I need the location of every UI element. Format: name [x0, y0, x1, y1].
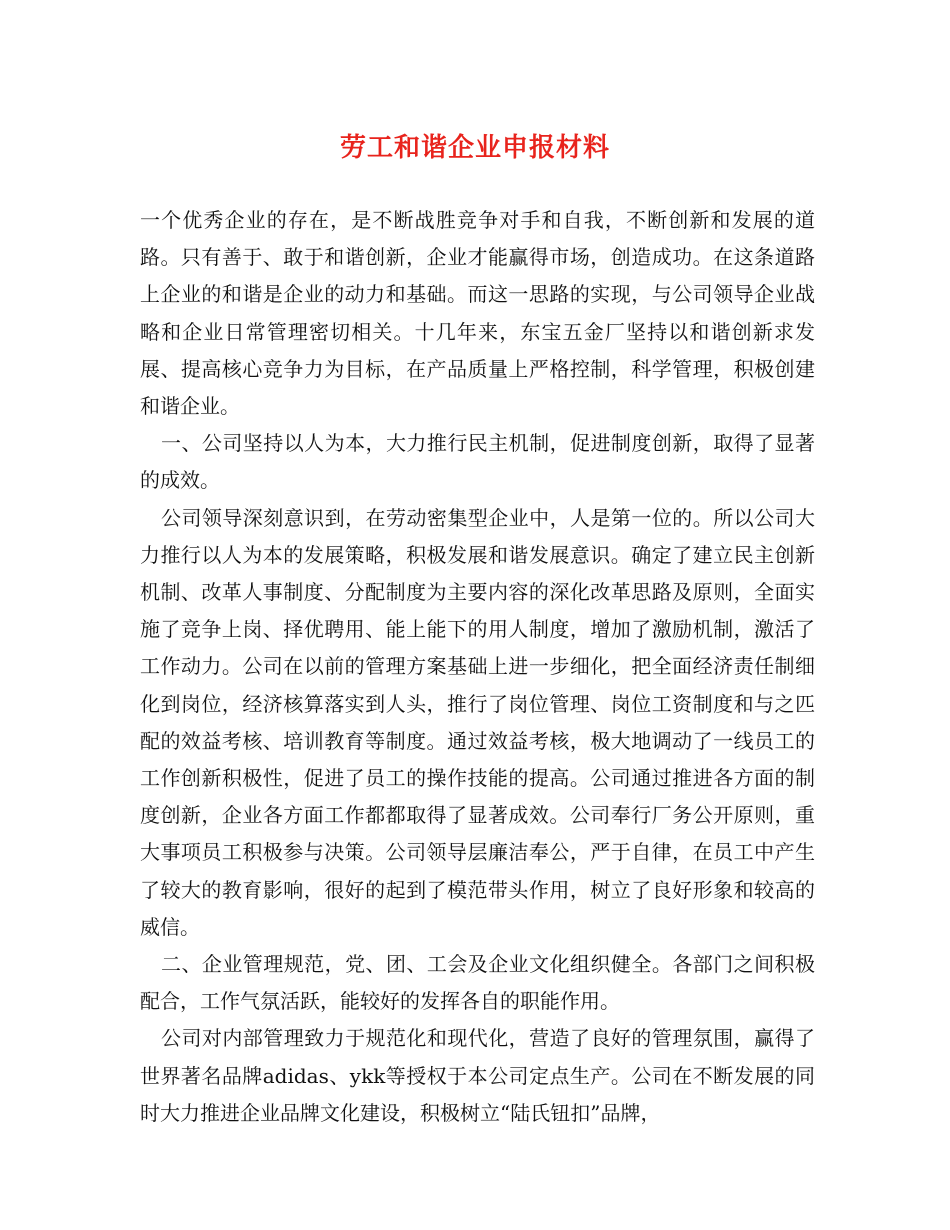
paragraph-section-2-heading: 二、企业管理规范，党、团、工会及企业文化组织健全。各部门之间积极配合，工作气氛活跃，能较好的发挥各自的职能作用。: [140, 952, 815, 1014]
paragraph-section-2-body: 公司对内部管理致力于规范化和现代化，营造了良好的管理氛围，赢得了世界著名品牌adidas、ykk等授权于本公司定点生产。公司在不断发展的同时大力推进企业品牌文化建设，积极树立“陆氏钮扣”品牌，: [140, 1026, 815, 1125]
document-title: 劳工和谐企业申报材料: [339, 133, 610, 163]
document-body: [140, 202, 815, 1132]
paragraph-intro: 一个优秀企业的存在，是不断战胜竞争对手和自我，不断创新和发展的道路。只有善于、敢于和谐创新，企业才能赢得市场，创造成功。在这条道路上企业的和谐是企业的动力和基础。而这一思路的实现，与公司领导企业战略和企业日常管理密切相关。十几年来，东宝五金厂坚持以和谐创新求发展、提高核心竞争力为目标，在产品质量上严格控制，科学管理，积极创建和谐企业。: [140, 208, 815, 419]
paragraph-section-1-heading: 一、公司坚持以人为本，大力推行民主机制，促进制度创新，取得了显著的成效。: [140, 431, 815, 493]
paragraph-section-1-body: 公司领导深刻意识到，在劳动密集型企业中，人是第一位的。所以公司大力推行以人为本的发展策略，积极发展和谐发展意识。确定了建立民主创新机制、改革人事制度、分配制度为主要内容的深化改革思路及原则，全面实施了竞争上岗、择优聘用、能上能下的用人制度，增加了激励机制，激活了工作动力。公司在以前的管理方案基础上进一步细化，把全面经济责任制细化到岗位，经济核算落实到人头，推行了岗位管理、岗位工资制度和与之匹配的效益考核、培训教育等制度。通过效益考核，极大地调动了一线员工的工作创新积极性，促进了员工的操作技能的提高。公司通过推进各方面的制度创新，企业各方面工作都都取得了显著成效。公司奉行厂务公开原则，重大事项员工积极参与决策。公司领导层廉洁奉公，严于自律，在员工中产生了较大的教育影响，很好的起到了模范带头作用，树立了良好形象和较高的威信。: [140, 505, 815, 939]
